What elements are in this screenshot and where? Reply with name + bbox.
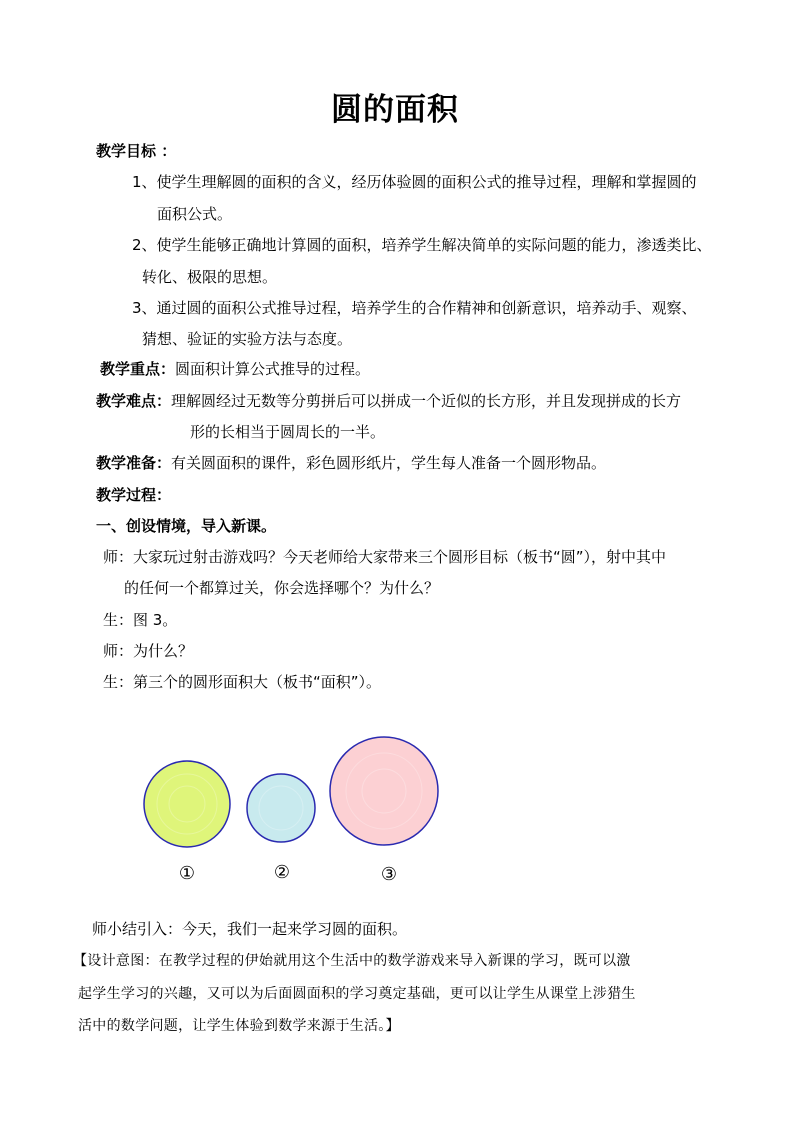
key-point-text: 圆面积计算公式推导的过程。 <box>175 360 371 378</box>
key-point-label: 教学重点： <box>100 360 176 378</box>
preparation <box>96 452 606 474</box>
goal-2-line1: 2、使学生能够正确地计算圆的面积，培养学生解决简单的实际问题的能力，渗透类比、 <box>132 236 712 254</box>
preparation-label: 教学准备： <box>96 454 172 472</box>
summary: 师小结引入：今天，我们一起来学习圆的面积。 <box>92 920 408 938</box>
design-note-line2: 起学生学习的兴趣，又可以为后面圆面积的学习奠定基础，更可以让学生从课堂上涉猎生 <box>78 986 636 1002</box>
teacher-line-1: 师：大家玩过射击游戏吗？今天老师给大家带来三个圆形目标（板书“圆”），射中其中 <box>103 548 667 566</box>
goals-heading: 教学目标 ： <box>96 142 177 160</box>
student-line-1: 生：图 3。 <box>103 611 178 629</box>
goal-3-line2: 猜想、验证的实验方法与态度。 <box>142 330 353 348</box>
difficulty-line1: 理解圆经过无数等分剪拼后可以拼成一个近似的长方形，并且发现拼成的长方 <box>171 392 682 410</box>
circle-2 <box>247 774 315 842</box>
preparation-text: 有关圆面积的课件，彩色圆形纸片，学生每人准备一个圆形物品。 <box>171 454 607 472</box>
circle-1-label: ① <box>178 863 196 884</box>
design-note-line1: 【设计意图：在教学过程的伊始就用这个生活中的数学游戏来导入新课的学习，既可以激 <box>73 953 631 969</box>
goal-1-line2: 面积公式。 <box>157 205 233 223</box>
section-1-heading: 一、创设情境，导入新课。 <box>96 517 277 535</box>
process-heading: 教学过程： <box>96 486 172 504</box>
key-point <box>100 358 370 380</box>
circles-figure <box>125 730 445 890</box>
circle-3-label: ③ <box>380 864 398 885</box>
page-title: 圆的面积 <box>331 92 459 128</box>
difficulty-line2: 形的长相当于圆周长的一半。 <box>190 423 386 441</box>
design-note-line3: 活中的数学问题，让学生体验到数学来源于生活。】 <box>78 1018 400 1034</box>
teacher-line-2: 师：为什么？ <box>103 642 194 660</box>
difficulty-label: 教学难点： <box>96 392 172 410</box>
circle-2-label: ② <box>273 862 291 883</box>
difficulty <box>96 390 681 412</box>
teacher-line-1-cont: 的任何一个都算过关，你会选择哪个？为什么？ <box>124 579 440 597</box>
goal-1-line1: 1、使学生理解圆的面积的含义，经历体验圆的面积公式的推导过程，理解和掌握圆的 <box>132 173 697 191</box>
student-line-2: 生：第三个的圆形面积大（板书“面积”）。 <box>103 673 382 691</box>
goal-3-line1: 3、通过圆的面积公式推导过程，培养学生的合作精神和创新意识，培养动手、观察、 <box>132 299 697 317</box>
goal-2-line2: 转化、极限的思想。 <box>142 268 278 286</box>
